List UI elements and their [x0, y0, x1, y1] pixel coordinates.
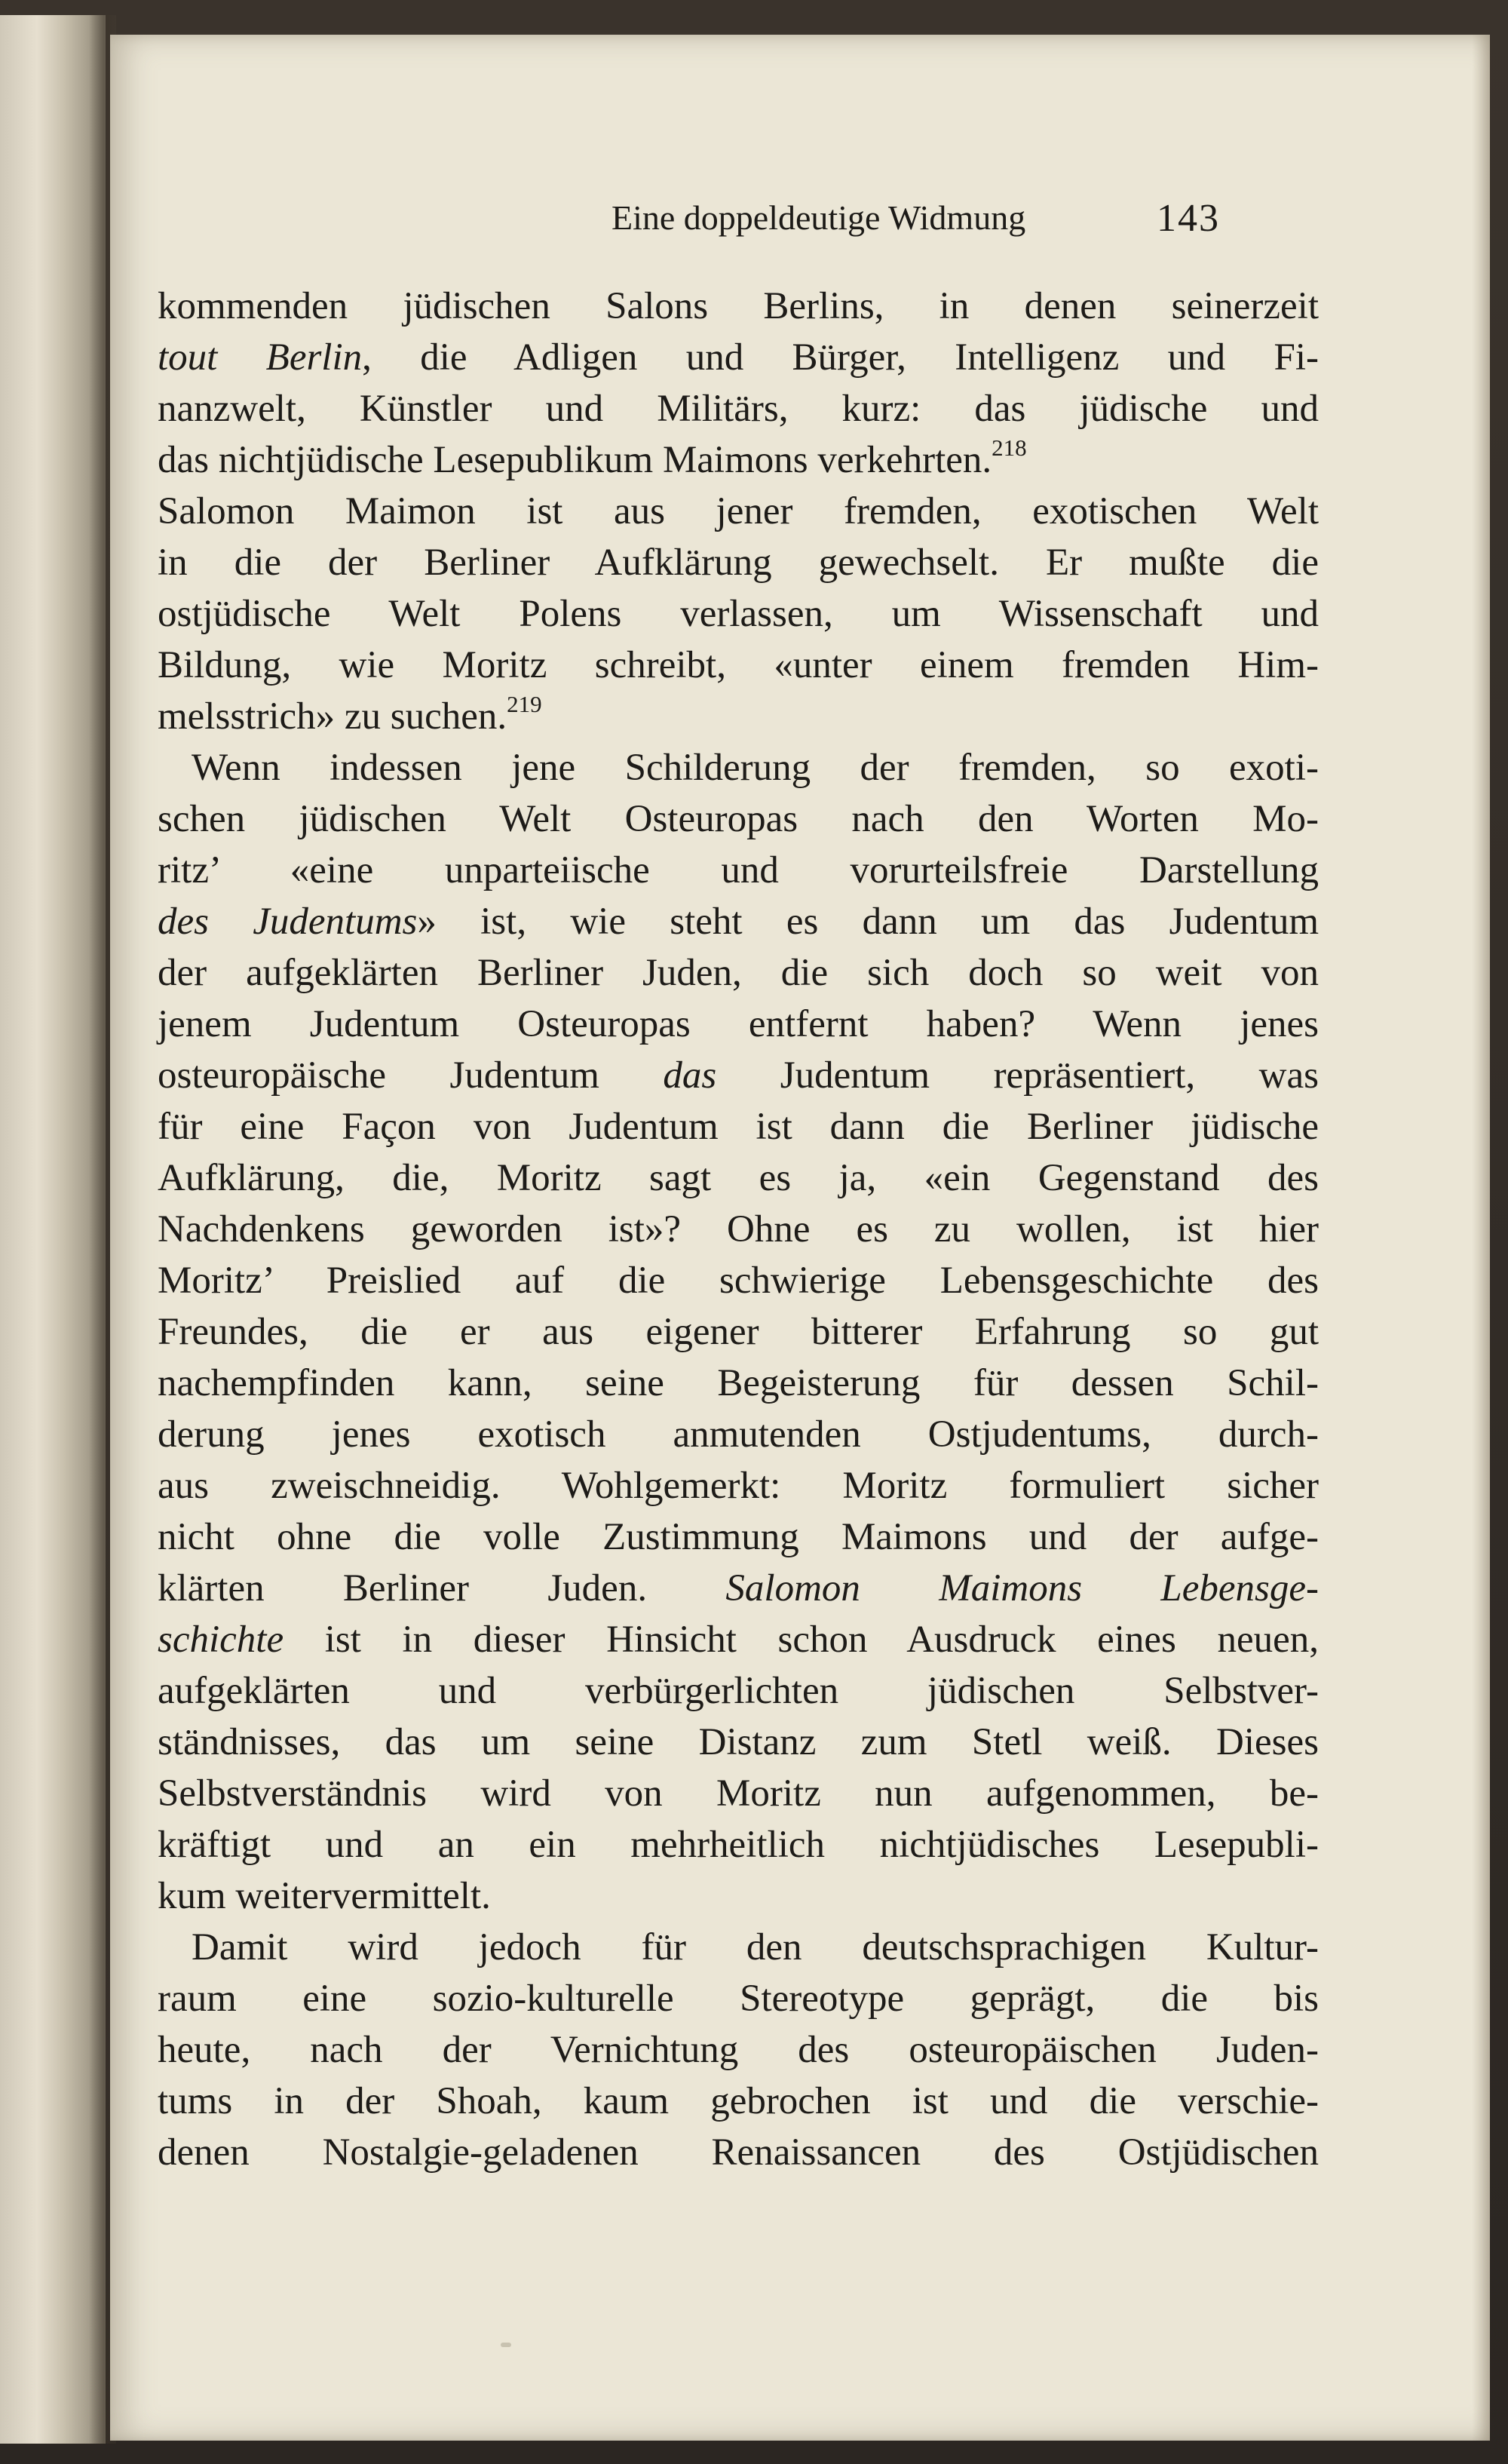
text-line — [158, 1614, 1319, 1665]
text-run: osteuropäische Judentum — [158, 1054, 664, 1097]
text-line — [158, 1460, 1319, 1511]
text-line — [158, 2076, 1319, 2127]
text-run: jenem Judentum Osteuropas entfernt haben? Wenn jenes — [158, 1003, 1319, 1045]
book-page — [110, 35, 1490, 2441]
text-line — [158, 434, 1319, 486]
text-run: nicht ohne die volle Zustimmung Maimons und der aufge- — [158, 1516, 1319, 1558]
text-run: , die Adligen und Bürger, Intelligenz und Fi- — [362, 336, 1319, 379]
text-line — [158, 1665, 1319, 1717]
text-line — [158, 2127, 1319, 2178]
text-line — [158, 1819, 1319, 1870]
text-line — [158, 1563, 1319, 1614]
text-line — [158, 1358, 1319, 1409]
text-run: ist in dieser Hinsicht schon Ausdruck eines neuen, — [284, 1619, 1319, 1661]
text-run: nanzwelt, Künstler und Militärs, kurz: das jüdische und — [158, 388, 1319, 430]
text-line — [158, 1717, 1319, 1768]
paragraph — [158, 281, 1319, 742]
text-run: heute, nach der Vernichtung des osteuropäischen Juden- — [158, 2029, 1319, 2071]
text-run: raum eine sozio-kulturelle Stereotype geprägt, die bis — [158, 1978, 1319, 2020]
text-line — [158, 1973, 1319, 2024]
text-line — [158, 1922, 1319, 1973]
text-line — [158, 1870, 1319, 1922]
text-line — [158, 999, 1319, 1050]
text-run: kräftigt und an ein mehrheitlich nichtjüdisches Lesepubli- — [158, 1824, 1319, 1866]
italic-text: schichte — [158, 1619, 284, 1661]
text-line — [158, 537, 1319, 588]
text-line — [158, 640, 1319, 691]
text-line — [158, 793, 1319, 845]
text-line — [158, 383, 1319, 434]
text-run: Damit wird jedoch für den deutschsprachigen Kultur- — [192, 1926, 1319, 1968]
paragraph — [158, 742, 1319, 1922]
text-run: Nachdenkens geworden ist»? Ohne es zu wollen, ist hier — [158, 1208, 1319, 1250]
text-line — [158, 281, 1319, 332]
text-run: kum weitervermittelt. — [158, 1875, 491, 1917]
text-line — [158, 1101, 1319, 1152]
text-run: für eine Façon von Judentum ist dann die Berliner jüdische — [158, 1106, 1319, 1148]
text-line — [158, 2024, 1319, 2076]
text-line — [158, 947, 1319, 999]
text-line — [158, 1511, 1319, 1563]
text-line — [158, 1409, 1319, 1460]
text-run: tums in der Shoah, kaum gebrochen ist und die verschie- — [158, 2080, 1319, 2122]
paragraph — [158, 1922, 1319, 2178]
text-line — [158, 691, 1319, 742]
italic-text: das — [663, 1054, 717, 1097]
text-run: derung jenes exotisch anmutenden Ostjudentums, durch- — [158, 1413, 1319, 1456]
text-line — [158, 332, 1319, 383]
text-line — [158, 1204, 1319, 1255]
text-line — [158, 742, 1319, 793]
text-run: Moritz’ Preislied auf die schwierige Lebensgeschichte des — [158, 1260, 1319, 1302]
italic-text: des Judentums — [158, 901, 418, 943]
text-run: ostjüdische Welt Polens verlassen, um Wissenschaft und — [158, 593, 1319, 635]
text-run: Selbstverständnis wird von Moritz nun aufgenommen, be- — [158, 1772, 1319, 1815]
text-run: ritz’ «eine unparteiische und vorurteilsfreie Darstellung — [158, 849, 1319, 891]
text-run: Freundes, die er aus eigener bitterer Erfahrung so gut — [158, 1311, 1319, 1353]
text-run: aus zweischneidig. Wohlgemerkt: Moritz formuliert sicher — [158, 1465, 1319, 1507]
running-title: Eine doppeldeutige Widmung — [611, 198, 1026, 237]
text-run: denen Nostalgie-geladenen Renaissancen des Ostjüdischen — [158, 2131, 1319, 2174]
text-run: melsstrich» zu suchen. — [158, 695, 507, 738]
print-smudge — [501, 2343, 511, 2347]
body-text — [158, 281, 1319, 2178]
text-run: das nichtjüdische Lesepublikum Maimons verkehrten. — [158, 439, 992, 481]
text-line — [158, 896, 1319, 947]
text-run: Wenn indessen jene Schilderung der fremden, so exoti- — [192, 747, 1319, 789]
footnote-ref: 218 — [992, 434, 1027, 461]
text-run: schen jüdischen Welt Osteuropas nach den Worten Mo- — [158, 798, 1319, 840]
text-run: in die der Berliner Aufklärung gewechselt. Er mußte die — [158, 542, 1319, 584]
footnote-ref: 219 — [507, 691, 542, 717]
text-run: Aufklärung, die, Moritz sagt es ja, «ein Gegenstand des — [158, 1157, 1319, 1199]
running-head — [110, 176, 1490, 240]
italic-text: tout Berlin — [158, 336, 363, 379]
text-line — [158, 588, 1319, 640]
text-run: der aufgeklärten Berliner Juden, die sich doch so weit von — [158, 952, 1319, 994]
text-run: » ist, wie steht es dann um das Judentum — [417, 901, 1319, 943]
text-run: Judentum repräsentiert, was — [716, 1054, 1319, 1097]
text-line — [158, 845, 1319, 896]
text-run: ständnisses, das um seine Distanz zum Stetl weiß. Dieses — [158, 1721, 1319, 1763]
page-edge-shadow — [1472, 35, 1490, 2441]
italic-text: Salomon Maimons Lebensge- — [725, 1567, 1319, 1609]
text-line — [158, 1306, 1319, 1358]
text-run: kommenden jüdischen Salons Berlins, in denen seinerzeit — [158, 285, 1319, 327]
text-line — [158, 486, 1319, 537]
text-run: klärten Berliner Juden. — [158, 1567, 726, 1609]
text-run: Bildung, wie Moritz schreibt, «unter einem fremden Him- — [158, 644, 1319, 686]
text-line — [158, 1152, 1319, 1204]
text-run: Salomon Maimon ist aus jener fremden, exotischen Welt — [158, 490, 1319, 532]
text-line — [158, 1768, 1319, 1819]
text-line — [158, 1050, 1319, 1101]
page-number: 143 — [1157, 197, 1220, 240]
text-run: nachempfinden kann, seine Begeisterung für dessen Schil- — [158, 1362, 1319, 1404]
text-run: aufgeklärten und verbürgerlichten jüdischen Selbstver- — [158, 1670, 1319, 1712]
text-line — [158, 1255, 1319, 1306]
